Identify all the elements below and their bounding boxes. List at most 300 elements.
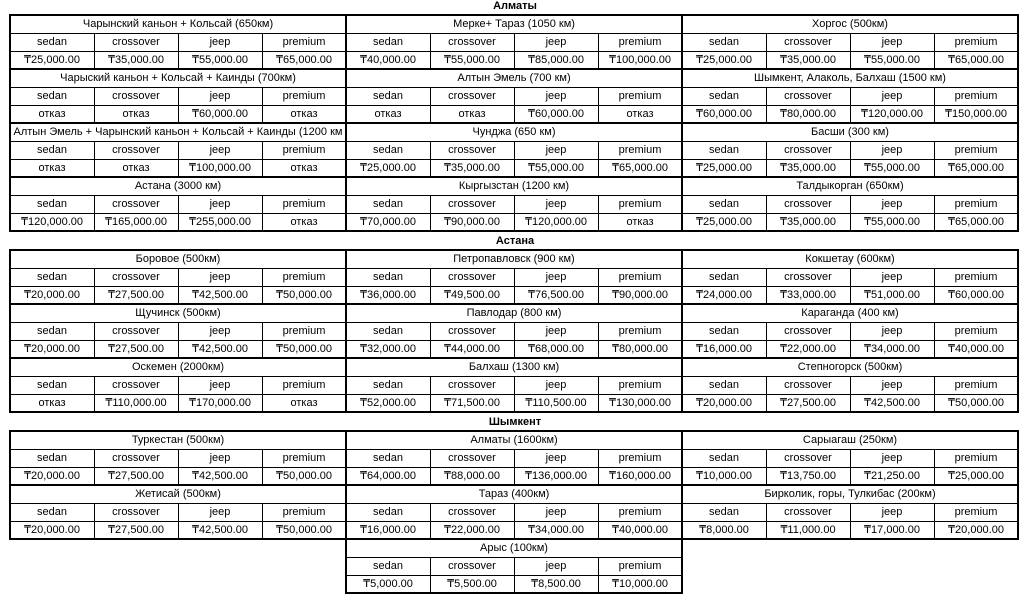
price-cell: ₸24,000.00	[696, 289, 752, 301]
price-cell: ₸34,000.00	[528, 524, 584, 536]
vehicle-type-header: sedan	[709, 324, 739, 337]
grid-line	[934, 87, 935, 122]
grid-line	[1017, 176, 1019, 230]
grid-line	[178, 195, 179, 230]
vehicle-type-header: sedan	[373, 35, 403, 48]
route-title: Чунджа (650 км)	[472, 126, 556, 138]
grid-line	[9, 14, 1019, 16]
grid-line	[430, 33, 431, 68]
grid-line	[514, 141, 515, 176]
price-cell: ₸42,500.00	[192, 470, 248, 482]
price-cell: ₸34,000.00	[864, 343, 920, 355]
price-cell: ₸170,000.00	[188, 397, 252, 409]
vehicle-type-header: premium	[282, 197, 326, 210]
grid-line	[934, 268, 935, 303]
vehicle-type-header: premium	[954, 35, 998, 48]
route-title: Талдыкорган (650км)	[796, 180, 904, 192]
vehicle-type-header: premium	[954, 451, 998, 464]
section-title: Алматы	[493, 0, 537, 12]
vehicle-type-header: jeep	[545, 378, 567, 391]
vehicle-type-header: premium	[282, 505, 326, 518]
grid-line	[345, 249, 347, 303]
route-title: Алтын Эмель + Чарынский каньон + Кольсай + Каинды (1200 км	[13, 126, 343, 138]
price-cell: ₸5,000.00	[363, 578, 413, 590]
vehicle-type-header: crossover	[448, 505, 496, 518]
grid-line	[345, 176, 347, 230]
vehicle-type-header: sedan	[37, 505, 67, 518]
price-cell: ₸165,000.00	[104, 216, 168, 228]
grid-line	[94, 449, 95, 484]
vehicle-type-header: premium	[282, 451, 326, 464]
grid-line	[514, 376, 515, 411]
vehicle-type-header: sedan	[37, 35, 67, 48]
route-title: Шымкент, Алаколь, Балхаш (1500 км)	[754, 72, 946, 84]
price-cell: ₸51,000.00	[864, 289, 920, 301]
price-cell: отказ	[38, 107, 66, 120]
grid-line	[514, 268, 515, 303]
grid-line	[514, 195, 515, 230]
grid-line	[850, 195, 851, 230]
price-cell: отказ	[122, 107, 150, 120]
vehicle-type-header: premium	[954, 143, 998, 156]
grid-line	[262, 268, 263, 303]
price-cell: отказ	[626, 215, 654, 228]
price-cell: ₸85,000.00	[528, 54, 584, 66]
vehicle-type-header: sedan	[373, 197, 403, 210]
vehicle-type-header: jeep	[881, 378, 903, 391]
vehicle-type-header: sedan	[373, 89, 403, 102]
grid-line	[766, 195, 767, 230]
price-cell: ₸80,000.00	[612, 343, 668, 355]
price-cell: ₸60,000.00	[192, 108, 248, 120]
price-cell: ₸27,500.00	[108, 524, 164, 536]
vehicle-type-header: crossover	[448, 270, 496, 283]
grid-line	[9, 230, 1019, 232]
grid-line	[178, 376, 179, 411]
route-title: Боровое (500км)	[135, 253, 221, 265]
vehicle-type-header: crossover	[112, 270, 160, 283]
price-cell: ₸13,750.00	[780, 470, 836, 482]
price-cell: отказ	[374, 107, 402, 120]
price-cell: ₸65,000.00	[948, 54, 1004, 66]
grid-line	[766, 503, 767, 538]
price-cell: ₸150,000.00	[944, 108, 1008, 120]
grid-line	[850, 87, 851, 122]
price-cell: отказ	[38, 396, 66, 409]
price-cell: ₸71,500.00	[444, 397, 500, 409]
price-cell: ₸27,500.00	[108, 470, 164, 482]
grid-line	[681, 538, 683, 592]
grid-line	[9, 484, 11, 538]
price-cell: ₸90,000.00	[612, 289, 668, 301]
grid-line	[178, 141, 179, 176]
price-cell: ₸50,000.00	[276, 524, 332, 536]
price-cell: ₸68,000.00	[528, 343, 584, 355]
price-cell: ₸65,000.00	[612, 162, 668, 174]
grid-line	[1017, 357, 1019, 411]
vehicle-type-header: crossover	[784, 378, 832, 391]
price-cell: ₸120,000.00	[524, 216, 588, 228]
grid-line	[345, 538, 347, 592]
price-cell: ₸25,000.00	[696, 162, 752, 174]
vehicle-type-header: jeep	[209, 324, 231, 337]
grid-line	[681, 303, 683, 357]
grid-line	[9, 249, 1019, 251]
price-cell: ₸55,000.00	[528, 162, 584, 174]
grid-line	[850, 268, 851, 303]
price-cell: ₸5,500.00	[447, 578, 497, 590]
grid-line	[262, 33, 263, 68]
vehicle-type-header: crossover	[448, 559, 496, 572]
vehicle-type-header: crossover	[448, 324, 496, 337]
price-cell: ₸50,000.00	[276, 470, 332, 482]
price-cell: ₸10,000.00	[696, 470, 752, 482]
grid-line	[262, 195, 263, 230]
price-cell: ₸42,500.00	[192, 289, 248, 301]
grid-line	[681, 430, 683, 484]
price-cell: ₸70,000.00	[360, 216, 416, 228]
vehicle-type-header: premium	[282, 143, 326, 156]
grid-line	[262, 503, 263, 538]
vehicle-type-header: premium	[282, 35, 326, 48]
grid-line	[850, 322, 851, 357]
grid-line	[345, 430, 347, 484]
vehicle-type-header: jeep	[209, 89, 231, 102]
grid-line	[681, 484, 683, 538]
price-cell: ₸110,500.00	[525, 397, 587, 409]
vehicle-type-header: crossover	[448, 378, 496, 391]
vehicle-type-header: sedan	[709, 89, 739, 102]
vehicle-type-header: jeep	[881, 89, 903, 102]
grid-line	[1017, 249, 1019, 303]
vehicle-type-header: jeep	[881, 270, 903, 283]
vehicle-type-header: jeep	[545, 324, 567, 337]
vehicle-type-header: crossover	[448, 143, 496, 156]
vehicle-type-header: premium	[954, 270, 998, 283]
price-cell: ₸8,000.00	[699, 524, 749, 536]
vehicle-type-header: premium	[618, 197, 662, 210]
vehicle-type-header: sedan	[709, 378, 739, 391]
grid-line	[598, 87, 599, 122]
grid-line	[430, 376, 431, 411]
grid-line	[1017, 430, 1019, 484]
vehicle-type-header: crossover	[448, 35, 496, 48]
vehicle-type-header: sedan	[709, 505, 739, 518]
price-cell: ₸50,000.00	[948, 397, 1004, 409]
grid-line	[850, 141, 851, 176]
grid-line	[178, 87, 179, 122]
route-title: Бирколик, горы, Тулкибас (200км)	[764, 488, 936, 500]
grid-line	[9, 176, 1019, 178]
route-title: Алтын Эмель (700 км)	[457, 72, 571, 84]
grid-line	[1017, 484, 1019, 538]
vehicle-type-header: sedan	[709, 197, 739, 210]
grid-line	[94, 322, 95, 357]
price-cell: ₸27,500.00	[108, 289, 164, 301]
grid-line	[345, 303, 347, 357]
price-cell: ₸40,000.00	[360, 54, 416, 66]
grid-line	[681, 176, 683, 230]
grid-line	[766, 87, 767, 122]
grid-line	[345, 538, 683, 540]
grid-line	[598, 557, 599, 592]
price-cell: ₸60,000.00	[528, 108, 584, 120]
price-cell: ₸20,000.00	[696, 397, 752, 409]
vehicle-type-header: premium	[618, 505, 662, 518]
vehicle-type-header: sedan	[37, 451, 67, 464]
price-cell: ₸52,000.00	[360, 397, 416, 409]
grid-line	[94, 268, 95, 303]
grid-line	[514, 503, 515, 538]
vehicle-type-header: jeep	[545, 89, 567, 102]
grid-line	[9, 357, 1019, 359]
vehicle-type-header: crossover	[784, 143, 832, 156]
vehicle-type-header: sedan	[373, 270, 403, 283]
price-cell: отказ	[290, 107, 318, 120]
vehicle-type-header: jeep	[881, 197, 903, 210]
route-title: Мерке+ Тараз (1050 км)	[453, 18, 575, 30]
vehicle-type-header: premium	[954, 324, 998, 337]
price-cell: ₸20,000.00	[24, 470, 80, 482]
vehicle-type-header: crossover	[448, 197, 496, 210]
vehicle-type-header: sedan	[373, 324, 403, 337]
grid-line	[766, 322, 767, 357]
price-cell: ₸55,000.00	[864, 54, 920, 66]
price-cell: ₸110,000.00	[105, 397, 167, 409]
grid-line	[345, 592, 683, 594]
price-cell: ₸160,000.00	[608, 470, 672, 482]
vehicle-type-header: jeep	[209, 451, 231, 464]
price-cell: ₸11,000.00	[780, 524, 836, 536]
price-cell: ₸36,000.00	[360, 289, 416, 301]
price-cell: ₸25,000.00	[696, 54, 752, 66]
price-cell: ₸35,000.00	[108, 54, 164, 66]
grid-line	[345, 14, 347, 68]
grid-line	[430, 322, 431, 357]
route-title: Щучинск (500км)	[135, 307, 221, 319]
vehicle-type-header: crossover	[784, 324, 832, 337]
grid-line	[598, 33, 599, 68]
price-cell: ₸42,500.00	[192, 343, 248, 355]
vehicle-type-header: premium	[954, 197, 998, 210]
vehicle-type-header: premium	[618, 270, 662, 283]
vehicle-type-header: jeep	[545, 35, 567, 48]
vehicle-type-header: crossover	[784, 197, 832, 210]
vehicle-type-header: jeep	[881, 451, 903, 464]
section-title: Шымкент	[488, 416, 542, 428]
vehicle-type-header: jeep	[545, 143, 567, 156]
vehicle-type-header: sedan	[373, 451, 403, 464]
price-cell: ₸16,000.00	[360, 524, 416, 536]
grid-line	[598, 195, 599, 230]
route-title: Степногорск (500км)	[797, 361, 903, 373]
price-cell: ₸32,000.00	[360, 343, 416, 355]
grid-line	[94, 33, 95, 68]
price-cell: ₸25,000.00	[948, 470, 1004, 482]
vehicle-type-header: crossover	[112, 451, 160, 464]
grid-line	[1017, 122, 1019, 176]
vehicle-type-header: crossover	[448, 451, 496, 464]
grid-line	[934, 503, 935, 538]
price-cell: отказ	[122, 161, 150, 174]
vehicle-type-header: sedan	[709, 143, 739, 156]
grid-line	[94, 87, 95, 122]
grid-line	[514, 557, 515, 592]
grid-line	[262, 322, 263, 357]
vehicle-type-header: crossover	[784, 505, 832, 518]
vehicle-type-header: crossover	[112, 197, 160, 210]
price-cell: отказ	[290, 161, 318, 174]
price-cell: ₸64,000.00	[360, 470, 416, 482]
grid-line	[934, 322, 935, 357]
grid-line	[178, 503, 179, 538]
price-cell: ₸120,000.00	[860, 108, 924, 120]
vehicle-type-header: sedan	[37, 197, 67, 210]
price-cell: ₸33,000.00	[780, 289, 836, 301]
price-cell: ₸88,000.00	[444, 470, 500, 482]
vehicle-type-header: jeep	[209, 505, 231, 518]
grid-line	[430, 503, 431, 538]
grid-line	[598, 376, 599, 411]
grid-line	[850, 449, 851, 484]
grid-line	[345, 484, 347, 538]
grid-line	[9, 122, 11, 176]
vehicle-type-header: premium	[954, 89, 998, 102]
route-title: Павлодар (800 км)	[466, 307, 562, 319]
vehicle-type-header: crossover	[784, 35, 832, 48]
grid-line	[9, 176, 11, 230]
route-title: Петропавловск (900 км)	[453, 253, 575, 265]
grid-line	[430, 268, 431, 303]
price-cell: ₸20,000.00	[24, 289, 80, 301]
route-title: Чарыский каньон + Кольсай + Каинды (700км)	[60, 72, 296, 84]
grid-line	[430, 557, 431, 592]
grid-line	[766, 141, 767, 176]
price-cell: ₸120,000.00	[20, 216, 84, 228]
vehicle-type-header: sedan	[37, 324, 67, 337]
grid-line	[178, 268, 179, 303]
price-cell: ₸76,500.00	[528, 289, 584, 301]
grid-line	[850, 33, 851, 68]
grid-line	[262, 141, 263, 176]
price-cell: ₸42,500.00	[864, 397, 920, 409]
grid-line	[178, 322, 179, 357]
price-cell: отказ	[290, 215, 318, 228]
price-cell: ₸20,000.00	[24, 524, 80, 536]
price-cell: ₸55,000.00	[444, 54, 500, 66]
grid-line	[514, 322, 515, 357]
grid-line	[94, 195, 95, 230]
grid-line	[681, 357, 683, 411]
grid-line	[934, 33, 935, 68]
price-cell: ₸60,000.00	[948, 289, 1004, 301]
price-cell: ₸60,000.00	[696, 108, 752, 120]
price-cell: ₸17,000.00	[864, 524, 920, 536]
grid-line	[9, 14, 11, 68]
vehicle-type-header: premium	[282, 324, 326, 337]
grid-line	[9, 484, 1019, 486]
vehicle-type-header: crossover	[112, 505, 160, 518]
route-title: Оскемен (2000км)	[131, 361, 225, 373]
vehicle-type-header: jeep	[209, 143, 231, 156]
grid-line	[934, 449, 935, 484]
vehicle-type-header: crossover	[112, 324, 160, 337]
price-cell: отказ	[458, 107, 486, 120]
grid-line	[94, 141, 95, 176]
vehicle-type-header: sedan	[37, 143, 67, 156]
grid-line	[430, 87, 431, 122]
vehicle-type-header: sedan	[373, 378, 403, 391]
route-title: Хоргос (500км)	[812, 18, 888, 30]
grid-line	[681, 68, 683, 122]
grid-line	[766, 449, 767, 484]
vehicle-type-header: sedan	[373, 143, 403, 156]
grid-line	[430, 141, 431, 176]
grid-line	[514, 33, 515, 68]
vehicle-type-header: sedan	[373, 505, 403, 518]
vehicle-type-header: crossover	[112, 378, 160, 391]
route-title: Чарынский каньон + Кольсай (650км)	[82, 18, 274, 30]
vehicle-type-header: crossover	[784, 89, 832, 102]
price-cell: ₸55,000.00	[192, 54, 248, 66]
vehicle-type-header: jeep	[209, 35, 231, 48]
grid-line	[9, 357, 11, 411]
price-cell: ₸16,000.00	[696, 343, 752, 355]
vehicle-type-header: crossover	[112, 35, 160, 48]
route-title: Кыргызстан (1200 км)	[458, 180, 570, 192]
grid-line	[9, 430, 11, 484]
price-cell: ₸25,000.00	[360, 162, 416, 174]
grid-line	[178, 33, 179, 68]
vehicle-type-header: sedan	[37, 378, 67, 391]
section-title: Астана	[495, 235, 535, 247]
price-cell: ₸40,000.00	[948, 343, 1004, 355]
price-cell: ₸65,000.00	[948, 216, 1004, 228]
price-cell: ₸100,000.00	[608, 54, 672, 66]
vehicle-type-header: sedan	[709, 451, 739, 464]
vehicle-type-header: sedan	[709, 270, 739, 283]
grid-line	[681, 14, 683, 68]
price-cell: ₸21,250.00	[864, 470, 920, 482]
vehicle-type-header: premium	[282, 270, 326, 283]
price-cell: отказ	[38, 161, 66, 174]
price-cell: ₸35,000.00	[780, 162, 836, 174]
grid-line	[1017, 303, 1019, 357]
vehicle-type-header: premium	[618, 89, 662, 102]
route-title: Балхаш (1300 км)	[468, 361, 560, 373]
vehicle-type-header: jeep	[881, 505, 903, 518]
grid-line	[1017, 68, 1019, 122]
grid-line	[345, 357, 347, 411]
vehicle-type-header: jeep	[545, 270, 567, 283]
vehicle-type-header: jeep	[881, 324, 903, 337]
price-cell: ₸22,000.00	[444, 524, 500, 536]
vehicle-type-header: premium	[618, 378, 662, 391]
price-cell: ₸42,500.00	[192, 524, 248, 536]
vehicle-type-header: premium	[618, 324, 662, 337]
vehicle-type-header: jeep	[545, 505, 567, 518]
grid-line	[766, 268, 767, 303]
price-cell: ₸27,500.00	[108, 343, 164, 355]
grid-line	[934, 141, 935, 176]
vehicle-type-header: premium	[954, 505, 998, 518]
price-cell: ₸49,500.00	[444, 289, 500, 301]
price-cell: ₸35,000.00	[780, 216, 836, 228]
grid-line	[681, 122, 683, 176]
grid-line	[598, 141, 599, 176]
route-title: Кокшетау (600км)	[805, 253, 895, 265]
grid-line	[514, 87, 515, 122]
